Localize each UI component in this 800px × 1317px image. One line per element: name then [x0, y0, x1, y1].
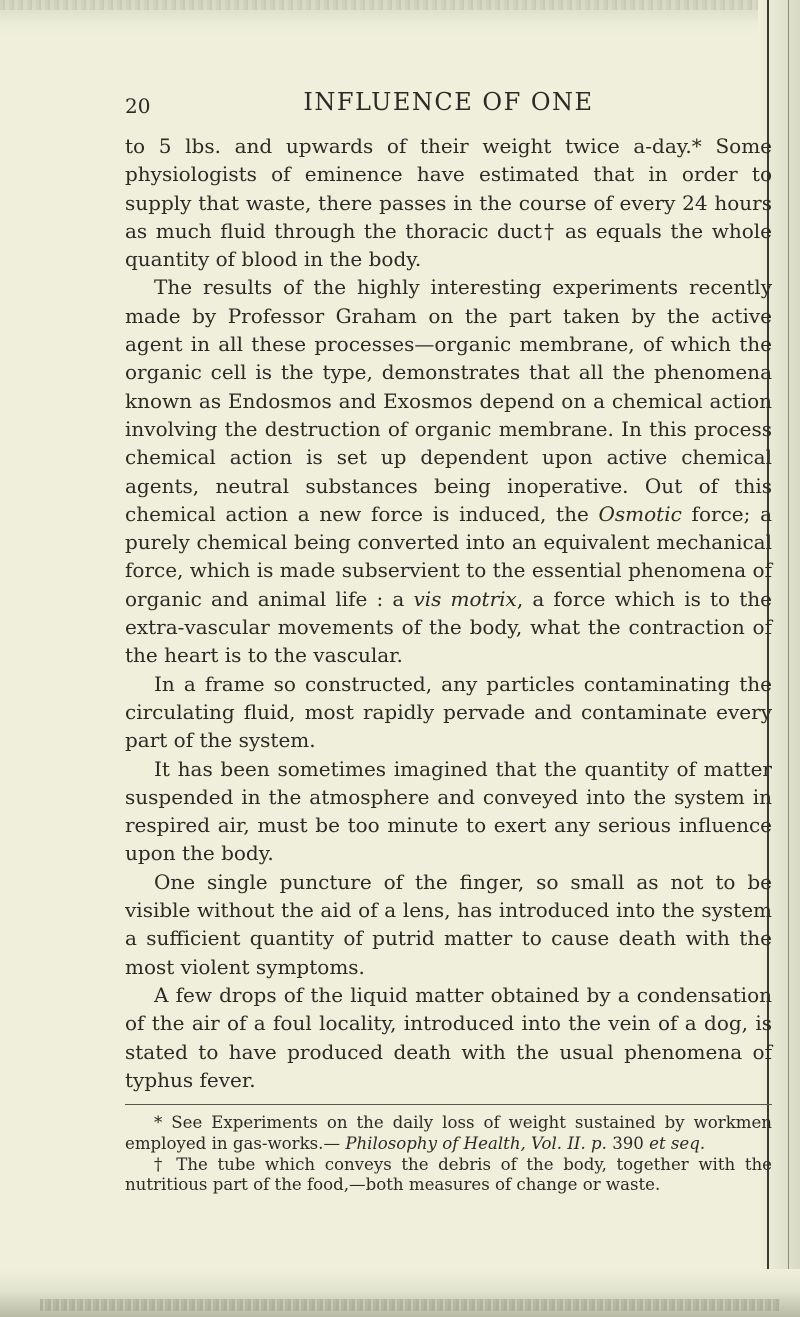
- text-run: force; a purely chemical being converted into an equivalent mechanical force, which is made subservient to the essential phenomena of organic and animal life : a: [125, 501, 772, 611]
- footnote-run: 390: [606, 1133, 650, 1153]
- footnote-rule: [125, 1104, 772, 1105]
- paragraph: [125, 755, 772, 868]
- running-head: INFLUENCE OF ONE: [303, 88, 594, 116]
- footnote: [125, 1155, 772, 1197]
- footnote-run-italic: Philosophy of Health, Vol. II. p.: [345, 1133, 607, 1153]
- text-run-italic: Osmotic: [598, 501, 682, 526]
- paragraph: [125, 132, 772, 273]
- text-run: The results of the highly interesting experiments recently made by Professor Graham on the part taken by the active agent in all these processes—organic membrane, of which the organic cell is the type, demonstrates that all the phenomena known as Endosmos and Exosmos depend on a chemical action involving the destruction of organic membrane. In this process chemical action is set up dependent upon active chemical agents, neutral substances being inoperative. Out of this chemical action a new force is induced, the: [125, 275, 772, 526]
- paragraph: [125, 868, 772, 981]
- scan-noise-strip-top: [0, 0, 760, 10]
- footnote-run: * See Experiments on the daily loss of weight sustained by workmen employed in gas-works.—: [125, 1113, 772, 1153]
- page-header: [125, 88, 772, 130]
- body-text: [125, 132, 772, 1094]
- text-run: In a frame so constructed, any particles contaminating the circulating fluid, most rapidly pervade and contaminate every part of the system.: [125, 671, 772, 753]
- footnote-run: † The tube which conveys the debris of the body, together with the nutritious part of the food,—both measures of change or waste.: [125, 1154, 772, 1195]
- scan-bottom-shadow: [0, 1269, 800, 1317]
- scan-noise-strip-bottom: [40, 1299, 780, 1311]
- page-number: 20: [125, 94, 151, 118]
- scan-top-shadow: [0, 0, 800, 40]
- footnote-run-italic: et seq.: [649, 1133, 706, 1153]
- text-run: A few drops of the liquid matter obtained by a condensation of the air of a foul locality, introduced into the vein of a dog, is stated to have produced death with the usual phenomena of typhus fever.: [125, 982, 772, 1092]
- footnotes: [125, 1113, 772, 1196]
- text-run: , a force which is to the extra-vascular movements of the body, what the contraction of the heart is to the vascular.: [125, 586, 772, 668]
- paragraph: [125, 981, 772, 1094]
- paragraph: [125, 273, 772, 669]
- footnote: [125, 1113, 772, 1155]
- page-edge-line: [788, 0, 789, 1317]
- paragraph: [125, 670, 772, 755]
- text-run: It has been sometimes imagined that the quantity of matter suspended in the atmosphere and conveyed into the system in respired air, must be too minute to exert any serious influence upon the body.: [125, 756, 772, 866]
- text-run-italic: vis motrix: [413, 586, 517, 611]
- text-run: to 5 lbs. and upwards of their weight twice a-day.* Some physiologists of eminence have estimated that in order to supply that waste, there passes in the course of every 24 hours as much fluid through the thoracic duct† as equals the whole quantity of blood in the body.: [125, 134, 772, 272]
- book-page: [125, 88, 772, 1196]
- text-run: One single puncture of the finger, so small as not to be visible without the aid of a lens, has introduced into the system a sufficient quantity of putrid matter to cause death with the most violent symptoms.: [125, 869, 772, 979]
